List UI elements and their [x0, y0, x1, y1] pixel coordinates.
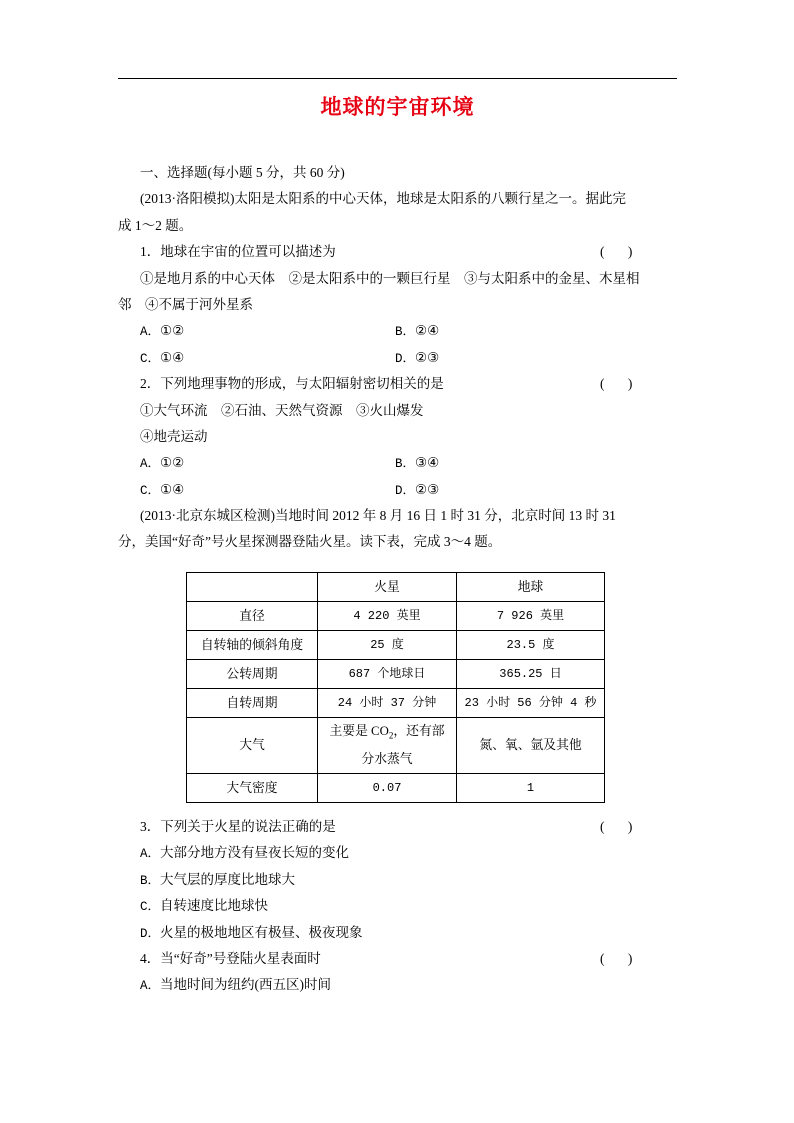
option-label: D． — [395, 351, 416, 366]
question-4-stem-text: 4．当“好奇”号登陆火星表面时 — [140, 950, 321, 966]
option-label: A． — [140, 979, 161, 994]
question-2-answer-bracket[interactable]: ( ) — [600, 376, 643, 392]
question-2-stem-text: 2．下列地理事物的形成，与太阳辐射密切相关的是 — [140, 376, 444, 392]
option-label: B． — [395, 457, 416, 472]
cell-mars-axial-tilt: 25 度 — [318, 631, 457, 660]
option-text: 自转速度比地球快 — [160, 898, 269, 914]
question-1-options-row-2 — [118, 345, 677, 371]
cell-earth-axial-tilt: 23.5 度 — [457, 631, 605, 660]
atmosphere-text-part-1: 主要是 CO — [329, 724, 389, 738]
option-text: ①② — [160, 455, 185, 471]
section-heading: 一、选择题(每小题 5 分，共 60 分) — [140, 165, 345, 180]
atmosphere-text-part-2: ，还有部 — [393, 724, 445, 738]
option-label: A． — [140, 847, 161, 862]
question-1-items-line-1: ①是地月系的中心天体 ②是太阳系中的一颗巨行星 ③与太阳系中的金星、木星相 — [140, 270, 640, 286]
question-1-option-d[interactable] — [395, 345, 439, 372]
cell-earth-rotation-period: 23 小时 56 分钟 4 秒 — [457, 689, 605, 718]
question-3-option-c[interactable] — [118, 893, 677, 919]
header-rule — [118, 78, 677, 79]
option-label: C． — [140, 483, 161, 498]
question-3-answer-bracket[interactable]: ( ) — [600, 819, 643, 834]
cell-earth-atmosphere: 氮、氧、氩及其他 — [457, 718, 605, 774]
page-title: 地球的宇宙环境 — [320, 95, 475, 119]
option-text: 大部分地方没有昼夜长短的变化 — [160, 845, 350, 861]
question-2-items-line-1: ①大气环流 ②石油、天然气资源 ③火山爆发 — [140, 402, 424, 418]
question-2-options-row-2 — [118, 477, 677, 503]
option-text: 大气层的厚度比地球大 — [160, 871, 296, 887]
table-header-earth: 地球 — [457, 573, 605, 602]
table-row — [187, 660, 605, 689]
row-label-atmospheric-density: 大气密度 — [187, 773, 318, 802]
option-text: ③④ — [415, 455, 440, 471]
table-row — [187, 689, 605, 718]
row-label-axial-tilt: 自转轴的倾斜角度 — [187, 631, 318, 660]
table-row — [187, 602, 605, 631]
passage-1-line-2: 成 1～2 题。 — [118, 217, 193, 233]
cell-mars-diameter: 4 220 英里 — [318, 602, 457, 631]
question-1-option-a[interactable] — [140, 318, 184, 345]
cell-earth-diameter: 7 926 英里 — [457, 602, 605, 631]
question-2-option-c[interactable] — [140, 477, 184, 504]
passage-1-line-1: (2013·洛阳模拟)太阳是太阳系的中心天体，地球是太阳系的八颗行星之一。据此完 — [140, 191, 626, 207]
question-1-options-row-1 — [118, 318, 677, 344]
question-1-option-c[interactable] — [140, 345, 184, 372]
document-page — [118, 0, 677, 1123]
exercise-body-lower — [118, 814, 677, 999]
question-1-option-b[interactable] — [395, 318, 439, 345]
option-text: 火星的极地地区有极昼、极夜现象 — [160, 924, 363, 940]
atmosphere-subscript: 2 — [388, 730, 394, 741]
cell-mars-orbital-period: 687 个地球日 — [318, 660, 457, 689]
question-2-stem — [118, 371, 677, 397]
option-label: B． — [395, 325, 416, 340]
row-label-diameter: 直径 — [187, 602, 318, 631]
question-1-stem-text: 1．地球在宇宙的位置可以描述为 — [140, 244, 336, 260]
table-row — [187, 718, 605, 774]
row-label-atmosphere: 大气 — [187, 718, 318, 774]
passage-2-line-1: (2013·北京东城区检测)当地时间 2012 年 8 月 16 日 1 时 31 分，北京时间 13 时 31 — [140, 508, 616, 524]
cell-mars-atmosphere — [318, 718, 457, 774]
question-4-answer-bracket[interactable]: ( ) — [600, 950, 643, 966]
cell-earth-atmospheric-density: 1 — [457, 773, 605, 802]
option-text: 当地时间为纽约(西五区)时间 — [160, 977, 332, 993]
table-row — [187, 631, 605, 660]
question-3-option-a[interactable] — [118, 840, 677, 866]
question-3-option-d[interactable] — [118, 920, 677, 946]
option-label: D． — [140, 926, 161, 941]
mars-earth-comparison-table — [186, 572, 605, 803]
atmosphere-text-part-3: 分水蒸气 — [361, 751, 413, 766]
option-label: C． — [140, 351, 161, 366]
table-row — [187, 773, 605, 802]
option-label: D． — [395, 483, 416, 498]
table-header-blank — [187, 573, 318, 602]
option-label: A． — [140, 325, 161, 340]
row-label-orbital-period: 公转周期 — [187, 660, 318, 689]
table-header-row — [187, 573, 605, 602]
option-text: ②④ — [415, 323, 440, 339]
question-1-stem — [118, 239, 677, 265]
table-header-mars: 火星 — [318, 573, 457, 602]
mars-earth-comparison-table-wrapper — [186, 572, 605, 803]
question-4-stem — [118, 946, 677, 972]
row-label-rotation-period: 自转周期 — [187, 689, 318, 718]
question-3-option-b[interactable] — [118, 867, 677, 893]
question-2-option-d[interactable] — [395, 477, 439, 504]
option-text: ①② — [160, 323, 185, 339]
option-label: C． — [140, 900, 161, 915]
question-2-options-row-1 — [118, 450, 677, 476]
question-4-option-a[interactable] — [118, 972, 677, 998]
question-3-stem — [118, 814, 677, 840]
question-2-items-line-2: ④地壳运动 — [140, 428, 208, 444]
question-1-items-line-2: 邻 ④不属于河外星系 — [118, 296, 253, 312]
passage-2-line-2: 分，美国“好奇”号火星探测器登陆火星。读下表，完成 3～4 题。 — [118, 534, 502, 550]
question-2-option-b[interactable] — [395, 450, 439, 477]
question-3-stem-text: 3．下列关于火星的说法正确的是 — [140, 819, 336, 834]
option-text: ①④ — [160, 349, 185, 365]
option-label: B． — [140, 873, 161, 888]
question-2-option-a[interactable] — [140, 450, 184, 477]
cell-mars-atmospheric-density: 0.07 — [318, 773, 457, 802]
exercise-body-upper — [118, 160, 677, 556]
option-text: ②③ — [415, 349, 440, 365]
cell-mars-rotation-period: 24 小时 37 分钟 — [318, 689, 457, 718]
option-label: A． — [140, 457, 161, 472]
option-text: ②③ — [415, 481, 440, 497]
question-1-answer-bracket[interactable]: ( ) — [600, 244, 643, 260]
option-text: ①④ — [160, 481, 185, 497]
cell-earth-orbital-period: 365.25 日 — [457, 660, 605, 689]
